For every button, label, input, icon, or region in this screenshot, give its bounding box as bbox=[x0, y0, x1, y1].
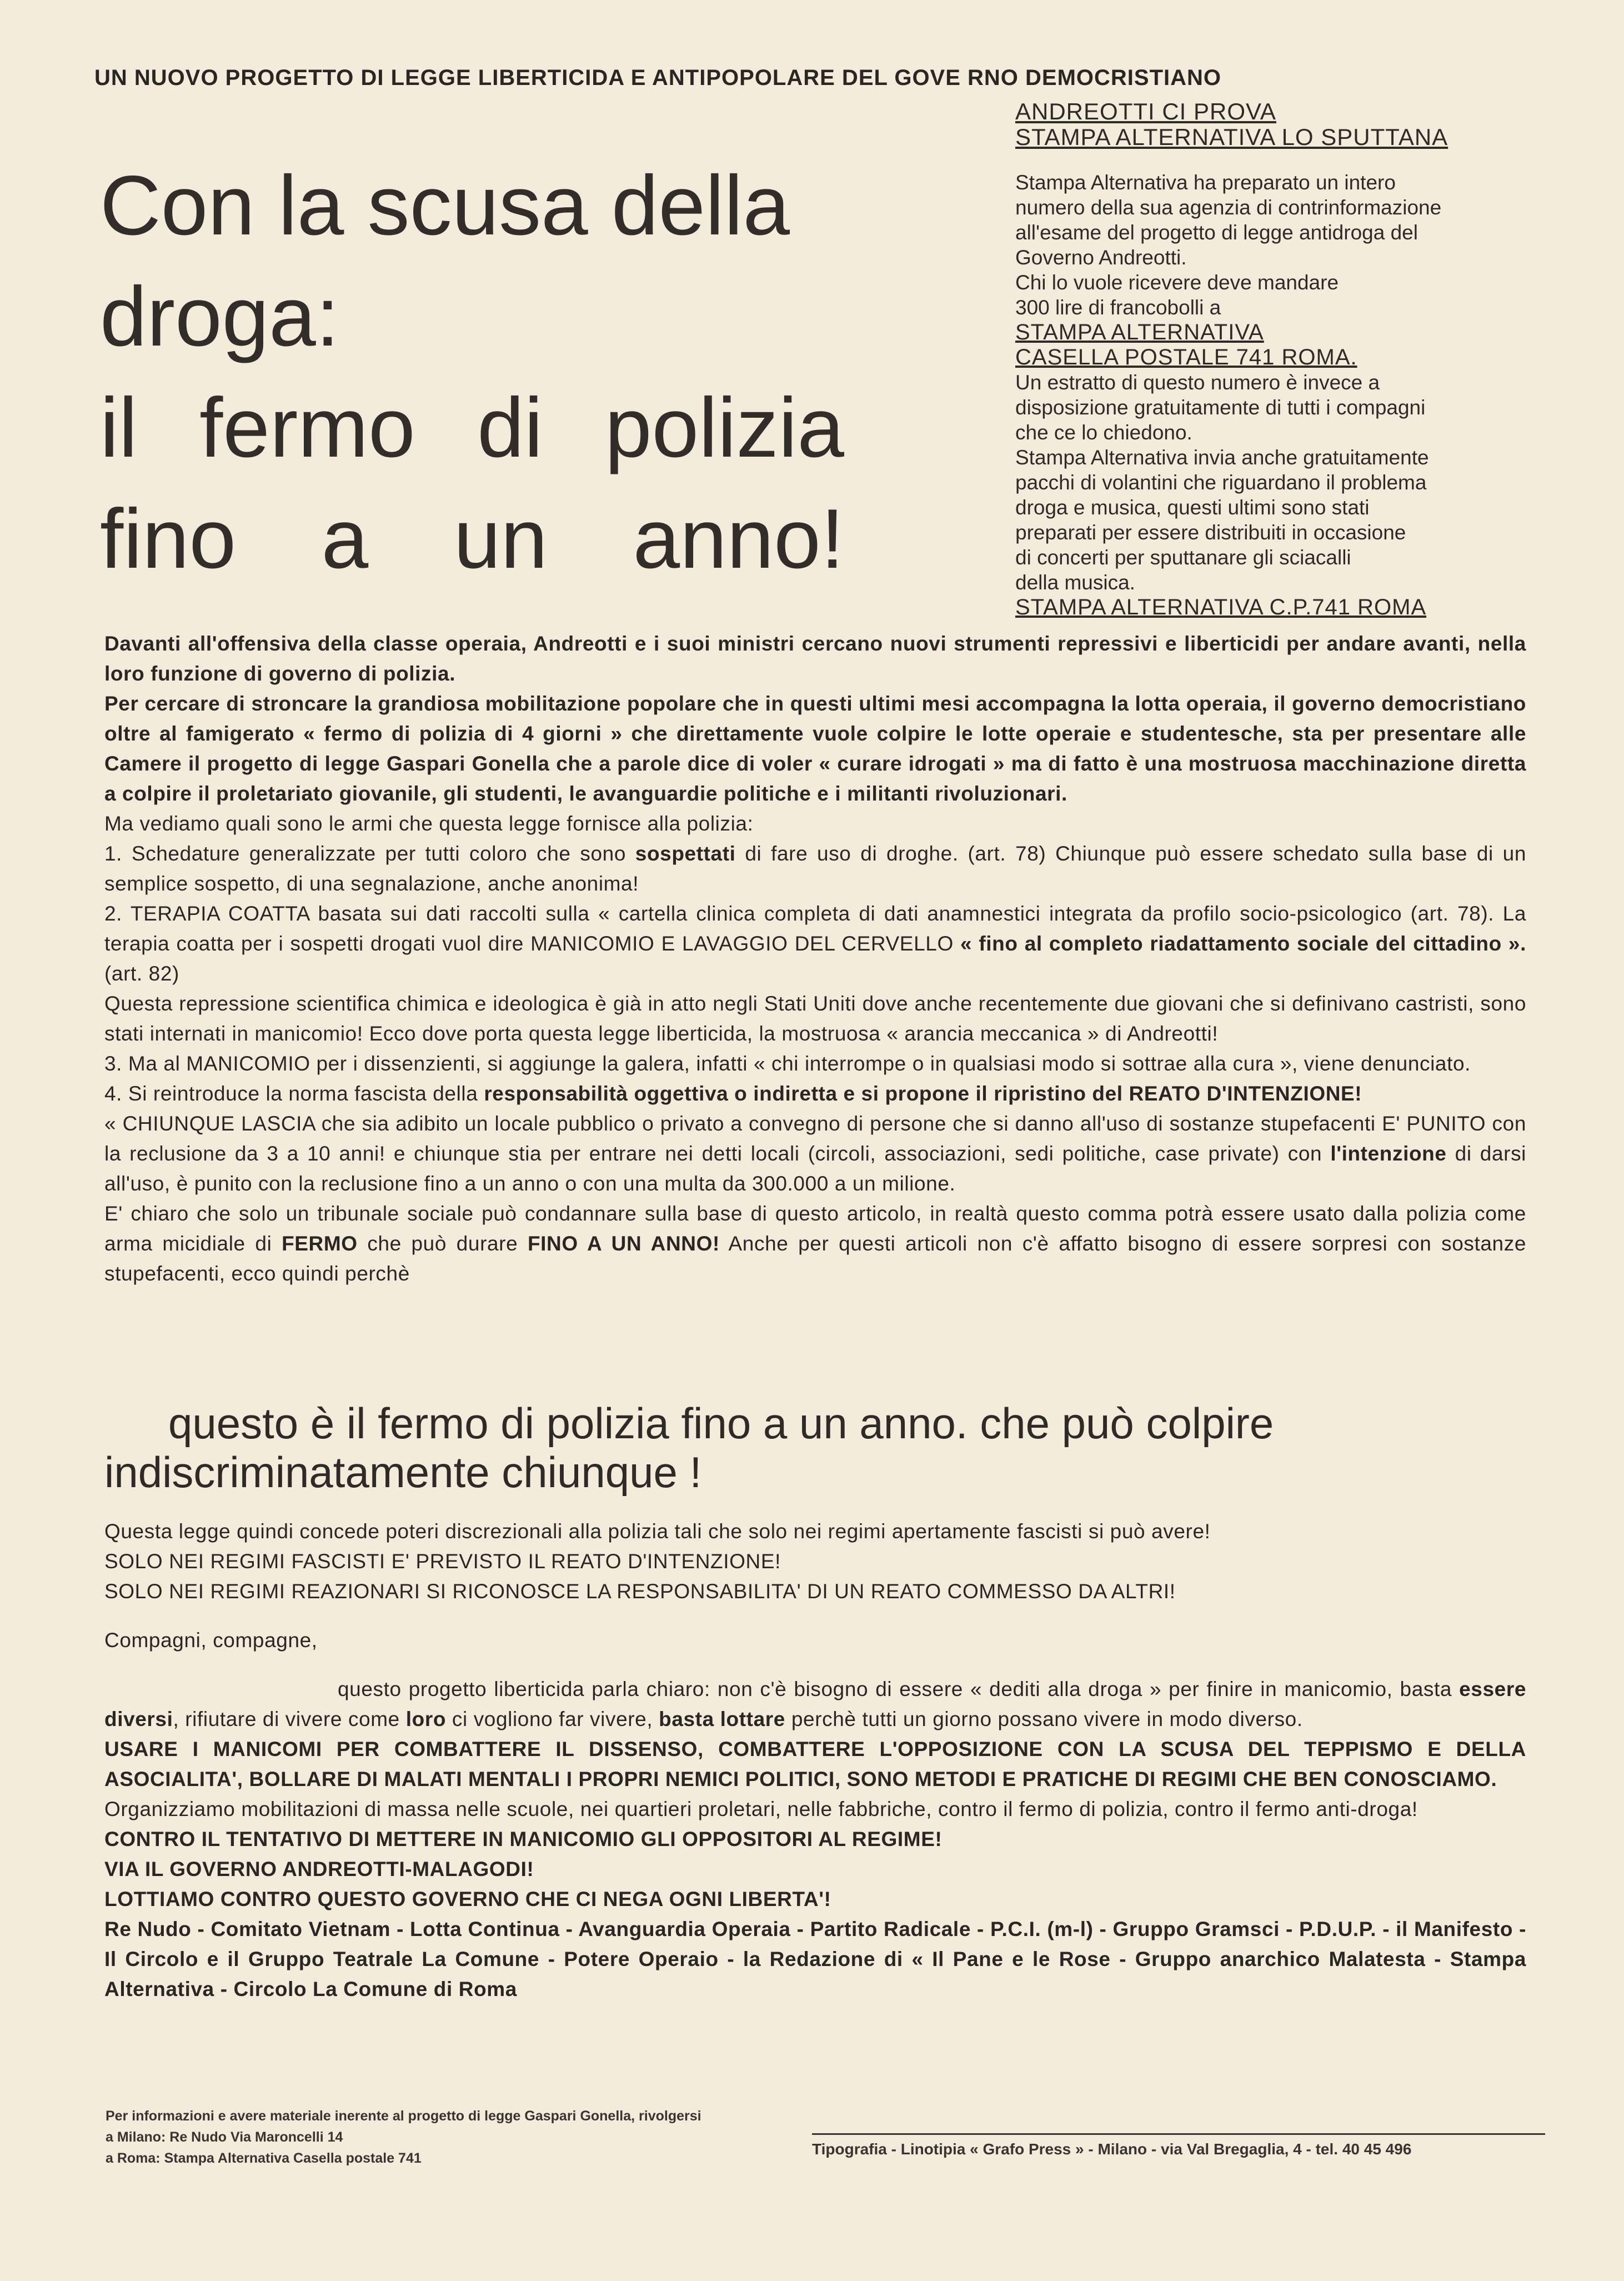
printer-imprint: Tipografia - Linotipia « Grafo Press » - Milano - via Val Bregaglia, 4 - tel. 40 45 496 bbox=[812, 2133, 1545, 2158]
paragraph-text: « CHIUNQUE LASCIA che sia adibito un locale pubblico o privato a convegno di persone che si danno all'uso di sostanze stupefacenti E' PUNITO con la reclusione da 3 a 10 anni! e chiunque stia per entrare nei detti locali (circoli, associazioni, sedi politiche, case private) con bbox=[104, 1112, 1526, 1165]
notice-line: pacchi di volantini che riguardano il problema bbox=[1015, 471, 1427, 494]
headline-word: a bbox=[321, 492, 369, 586]
contact-line: Per informazioni e avere materiale inerente al progetto di legge Gaspari Gonella, rivolgersi bbox=[106, 2108, 701, 2124]
notice-line: Governo Andreotti. bbox=[1015, 246, 1187, 269]
paragraph-text: 4. Si reintroduce la norma fascista della bbox=[104, 1082, 484, 1105]
headline-word: di bbox=[477, 381, 543, 475]
paragraph: Questa repressione scientifica chimica e ideologica è già in atto negli Stati Uniti dove anche recentemente due giovani che si definivano castristi, sono stati internati in manicomio! Ecco dove porta questa legge liberticida, la mostruosa « arancia meccanica » di Andreotti! bbox=[104, 992, 1526, 1045]
paragraph bbox=[104, 629, 1526, 689]
paragraph bbox=[104, 1109, 1526, 1199]
greeting: Compagni, compagne, bbox=[104, 1629, 318, 1652]
headline-line-4 bbox=[100, 483, 844, 594]
paragraph-text: questo progetto liberticida parla chiaro: non c'è bisogno di essere « dediti alla droga » per finire in manicomio, basta bbox=[338, 1678, 1460, 1700]
notice-line: di concerti per sputtanare gli sciacalli bbox=[1015, 546, 1351, 569]
paragraph-text: 2. TERAPIA COATTA basata sui dati raccolti sulla « cartella clinica completa di dati anamnestici integrata da profilo socio-psicologico (art. 78). La terapia coatta per i sospetti drogati vuol dire MANICOMIO E LAVAGGIO DEL CERVELLO bbox=[104, 902, 1526, 955]
headline-word: fermo bbox=[199, 381, 415, 475]
paragraph bbox=[104, 1674, 1526, 1734]
slogan-text: LOTTIAMO CONTRO QUESTO GOVERNO CHE CI NEGA OGNI LIBERTA'! bbox=[104, 1888, 831, 1910]
paragraph-emphasis: USARE I MANICOMI PER COMBATTERE IL DISSENSO, COMBATTERE L'OPPOSIZIONE CON LA SCUSA DEL TEPPISMO E DELLA ASOCIALITA', BOLLARE DI MALATI MENTALI I PROPRI NEMICI POLITICI, SONO METODI E PRATICHE DI REGIMI CHE BEN CONOSCIAMO. bbox=[104, 1738, 1526, 1790]
paragraph bbox=[104, 1199, 1526, 1289]
paragraph-emphasis: sospettati bbox=[635, 842, 736, 865]
paragraph bbox=[104, 689, 1526, 809]
paragraph-text: perchè tutti un giorno possano vivere in modo diverso. bbox=[785, 1708, 1303, 1730]
slogan bbox=[104, 1854, 1526, 1884]
paragraph-text: che può durare bbox=[357, 1232, 528, 1255]
notice-line: all'esame del progetto di legge antidroga del bbox=[1015, 221, 1418, 244]
slogan-text: CONTRO IL TENTATIVO DI METTERE IN MANICOMIO GLI OPPOSITORI AL REGIME! bbox=[104, 1828, 943, 1850]
slogan bbox=[104, 1824, 1526, 1854]
paragraph-emphasis: responsabilità oggettiva o indiretta e si propone il ripristino del REATO D'INTENZIONE! bbox=[484, 1082, 1362, 1105]
paragraph: SOLO NEI REGIMI FASCISTI E' PREVISTO IL REATO D'INTENZIONE! bbox=[104, 1550, 781, 1573]
paragraph-text: , rifiutare di vivere come bbox=[173, 1708, 406, 1730]
paragraph-text: ci vogliono far vivere, bbox=[446, 1708, 659, 1730]
slogan-text: VIA IL GOVERNO ANDREOTTI-MALAGODI! bbox=[104, 1858, 534, 1880]
paragraph-emphasis: « fino al completo riadattamento sociale del cittadino ». bbox=[960, 932, 1526, 955]
big-claim-line-2: indiscriminatamente chiunque ! bbox=[104, 1448, 702, 1497]
kicker-line: UN NUOVO PROGETTO DI LEGGE LIBERTICIDA E ANTIPOPOLARE DEL GOVE RNO DEMOCRISTIANO bbox=[94, 66, 1222, 90]
headline-line-3 bbox=[100, 372, 844, 483]
paragraph-emphasis: una mostruosa macchinazione diretta a colpire il proletariato giovanile, gli studenti, le avanguardie politiche e i militanti rivoluzionari. bbox=[104, 752, 1526, 805]
notice-line: della musica. bbox=[1015, 571, 1135, 594]
closing-text bbox=[104, 1517, 1526, 2004]
signatories bbox=[104, 1914, 1526, 2004]
notice-line: 300 lire di francobolli a bbox=[1015, 296, 1221, 319]
notice-line: Chi lo vuole ricevere deve mandare bbox=[1015, 271, 1339, 294]
notice-signature: STAMPA ALTERNATIVA C.P.741 ROMA bbox=[1015, 595, 1427, 619]
notice-line: che ce lo chiedono. bbox=[1015, 421, 1192, 444]
paragraph-text: (art. 82) bbox=[104, 962, 179, 985]
stampa-alternativa-notice bbox=[1015, 99, 1504, 620]
paragraph-emphasis: basta lottare bbox=[659, 1708, 785, 1730]
headline-word: un bbox=[453, 492, 548, 586]
paragraph-emphasis: essere diversi bbox=[104, 1678, 1526, 1730]
headline-word: il bbox=[100, 381, 138, 475]
paragraph: 3. Ma al MANICOMIO per i dissenzienti, si aggiunge la galera, infatti « chi interrompe o in qualsiasi modo si sottrae alla cura », viene denunciato. bbox=[104, 1052, 1471, 1075]
slogan bbox=[104, 1884, 1526, 1914]
notice-line: Stampa Alternativa invia anche gratuitamente bbox=[1015, 446, 1429, 469]
notice-line: droga e musica, questi ultimi sono stati bbox=[1015, 496, 1370, 519]
notice-line: disposizione gratuitamente di tutti i compagni bbox=[1015, 396, 1426, 419]
paragraph: Ma vediamo quali sono le armi che questa legge fornisce alla polizia: bbox=[104, 812, 754, 835]
headline-word: anno! bbox=[633, 492, 844, 586]
big-claim-line-1: questo è il fermo di polizia fino a un anno. che può colpire bbox=[168, 1399, 1274, 1448]
paragraph bbox=[104, 899, 1526, 989]
paragraph bbox=[104, 839, 1526, 899]
contact-milano: a Milano: Re Nudo Via Maroncelli 14 bbox=[106, 2129, 343, 2145]
paragraph-emphasis: FINO A UN ANNO! bbox=[527, 1232, 720, 1255]
paragraph-text: Davanti all'offensiva della classe operaia, Andreotti e i suoi ministri cercano nuovi strumenti repressivi e liberticidi per andare avanti, nella loro funzione di governo di polizia. bbox=[104, 632, 1526, 685]
paragraph-text: di fare uso di droghe. (art. 78) Chiunque può essere schedato sulla base di un semplice sospetto, di una segnalazione, anche anonima! bbox=[104, 842, 1526, 895]
headline-word: polizia bbox=[605, 381, 844, 475]
notice-address-1: STAMPA ALTERNATIVA bbox=[1015, 320, 1264, 344]
paragraph bbox=[104, 1734, 1526, 1794]
paragraph: SOLO NEI REGIMI REAZIONARI SI RICONOSCE LA RESPONSABILITA' DI UN REATO COMMESSO DA ALTRI! bbox=[104, 1580, 1176, 1603]
big-claim bbox=[104, 1399, 1526, 1497]
notice-address-2: CASELLA POSTALE 741 ROMA. bbox=[1015, 345, 1357, 369]
headline-line-1: Con la scusa della bbox=[100, 158, 790, 253]
headline-word: fino bbox=[100, 492, 237, 586]
notice-line: Stampa Alternativa ha preparato un intero bbox=[1015, 171, 1396, 194]
notice-line: numero della sua agenzia di contrinformazione bbox=[1015, 196, 1442, 219]
paragraph: Questa legge quindi concede poteri discrezionali alla polizia tali che solo nei regimi apertamente fascisti si può avere! bbox=[104, 1520, 1211, 1543]
paragraph-text: Anche per questi articoli non c'è affatto bisogno di essere sorpresi con sostanze stupefacenti, ecco quindi perchè bbox=[104, 1232, 1526, 1285]
paragraph-text: Per cercare di stroncare la grandiosa mobilitazione popolare che in questi ultimi mesi accompagna la lotta operaia, il governo democristiano oltre al famigerato « fermo di polizia di 4 giorni » che direttamente vuole colpire le lotte operaie e studentesche, sta per presentare alle Camere il progetto di legge Gaspari Gonella che a parole dice di voler « curare idrogati » ma di fatto è bbox=[104, 692, 1526, 775]
contact-info bbox=[106, 2105, 828, 2169]
paragraph-emphasis: loro bbox=[405, 1708, 447, 1730]
notice-title-1: ANDREOTTI CI PROVA bbox=[1015, 98, 1276, 124]
paragraph-text: 1. Schedature generalizzate per tutti coloro che sono bbox=[104, 842, 635, 865]
signatories-text: Re Nudo - Comitato Vietnam - Lotta Continua - Avanguardia Operaia - Partito Radicale - P.C.I. (m-l) - Gruppo Gramsci - P.D.U.P. - il Manifesto - Il Circolo e il Gruppo Teatrale La Comune - Potere Operaio - la Redazione di « Il Pane e le Rose - Gruppo anarchico Malatesta - Stampa Alternativa - Circolo La Comune di Roma bbox=[104, 1918, 1526, 2000]
headline-line-2: droga: bbox=[100, 269, 339, 364]
contact-roma: a Roma: Stampa Alternativa Casella postale 741 bbox=[106, 2150, 422, 2166]
body-text bbox=[104, 629, 1526, 1289]
notice-line: preparati per essere distribuiti in occasione bbox=[1015, 521, 1406, 544]
paragraph-emphasis: l'intenzione bbox=[1330, 1142, 1447, 1165]
notice-title-2: STAMPA ALTERNATIVA LO SPUTTANA bbox=[1015, 124, 1448, 150]
headline bbox=[100, 150, 900, 594]
paragraph: Organizziamo mobilitazioni di massa nelle scuole, nei quartieri proletari, nelle fabbriche, contro il fermo di polizia, contro il fermo anti-droga! bbox=[104, 1798, 1418, 1820]
notice-line: Un estratto di questo numero è invece a bbox=[1015, 371, 1380, 394]
paragraph-text: di darsi all'uso, è punito con la reclusione fino a un anno o con una multa da 300.000 a un milione. bbox=[104, 1142, 1526, 1195]
paragraph bbox=[104, 1079, 1526, 1109]
paragraph-emphasis: FERMO bbox=[282, 1232, 358, 1255]
paragraph-text: E' chiaro che solo un tribunale sociale può condannare sulla base di questo articolo, in realtà questo comma potrà essere usato dalla polizia come arma micidiale di bbox=[104, 1202, 1526, 1255]
